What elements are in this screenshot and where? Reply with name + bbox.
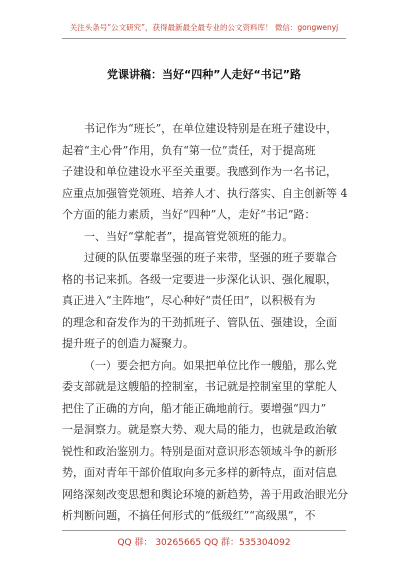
body-line: 势，面对青年干部价值取向多元多样的新特点，面对信息 xyxy=(62,466,337,479)
body-line: 子建设和单位建设水平至关重要。我感到作为一名书记， xyxy=(62,165,337,178)
document-body xyxy=(62,118,352,527)
body-line: 个方面的能力素质，当好“四种”人，走好“书记”路： xyxy=(62,208,316,221)
body-line: 应重点加强管党领班、培养人才、执行落实、自主创新等 4 xyxy=(62,186,348,200)
document-title: 党课讲稿：当好“四种”人走好“书记”路 xyxy=(107,68,301,81)
body-line: 真正进入“主阵地”，尽心种好“责任田”，以积极有为 xyxy=(62,294,316,307)
body-line: 委支部就是这艘船的控制室，书记就是控制室里的掌舵人 xyxy=(62,380,337,393)
body-line: 把住了正确的方向，船才能正确地前行。要增强“四力” xyxy=(62,401,327,415)
page-footer-qq: QQ 群： 30265665 QQ 群：535304092 xyxy=(117,538,291,548)
body-line: 网络深刻改变思想和舆论环境的新趋势，善于用政治眼光分 xyxy=(62,487,348,501)
body-line: 过硬的队伍要靠坚强的班子来带，坚强的班子要靠合 xyxy=(84,251,337,264)
body-line: 锐性和政治鉴别力。特别是面对意识形态领域斗争的新形 xyxy=(62,444,337,458)
body-line: 提升班子的创造力凝聚力。 xyxy=(62,337,194,350)
body-line: 书记作为“班长”，在单位建设特别是在班子建设中， xyxy=(84,122,338,135)
section-heading: 一、当好“掌舵者”，提高管党领班的能力。 xyxy=(84,229,294,243)
page-header-promo: 关注头条号“公文研究”，获得最新最全最专业的公文资料库！ 微信：gongwenyj xyxy=(69,23,339,32)
body-line: 析判断问题，不搞任何形式的“低级红”“高级黑”，不 xyxy=(62,509,316,522)
body-line: 起着“主心骨”作用，负有“第一位”责任，对于提高班 xyxy=(62,143,316,157)
body-line: 的理念和奋发作为的干劲抓班子、管队伍、强建设，全面 xyxy=(62,315,337,329)
header-divider xyxy=(62,38,346,39)
footer-divider xyxy=(62,530,346,531)
body-line: 格的书记来抓。各级一定要进一步深化认识、强化履职， xyxy=(62,272,337,286)
body-line: 一是洞察力。就是察大势、观大局的能力，也就是政治敏 xyxy=(62,423,337,436)
subsection-line: （一）要会把方向。如果把单位比作一艘船，那么党 xyxy=(84,358,337,372)
